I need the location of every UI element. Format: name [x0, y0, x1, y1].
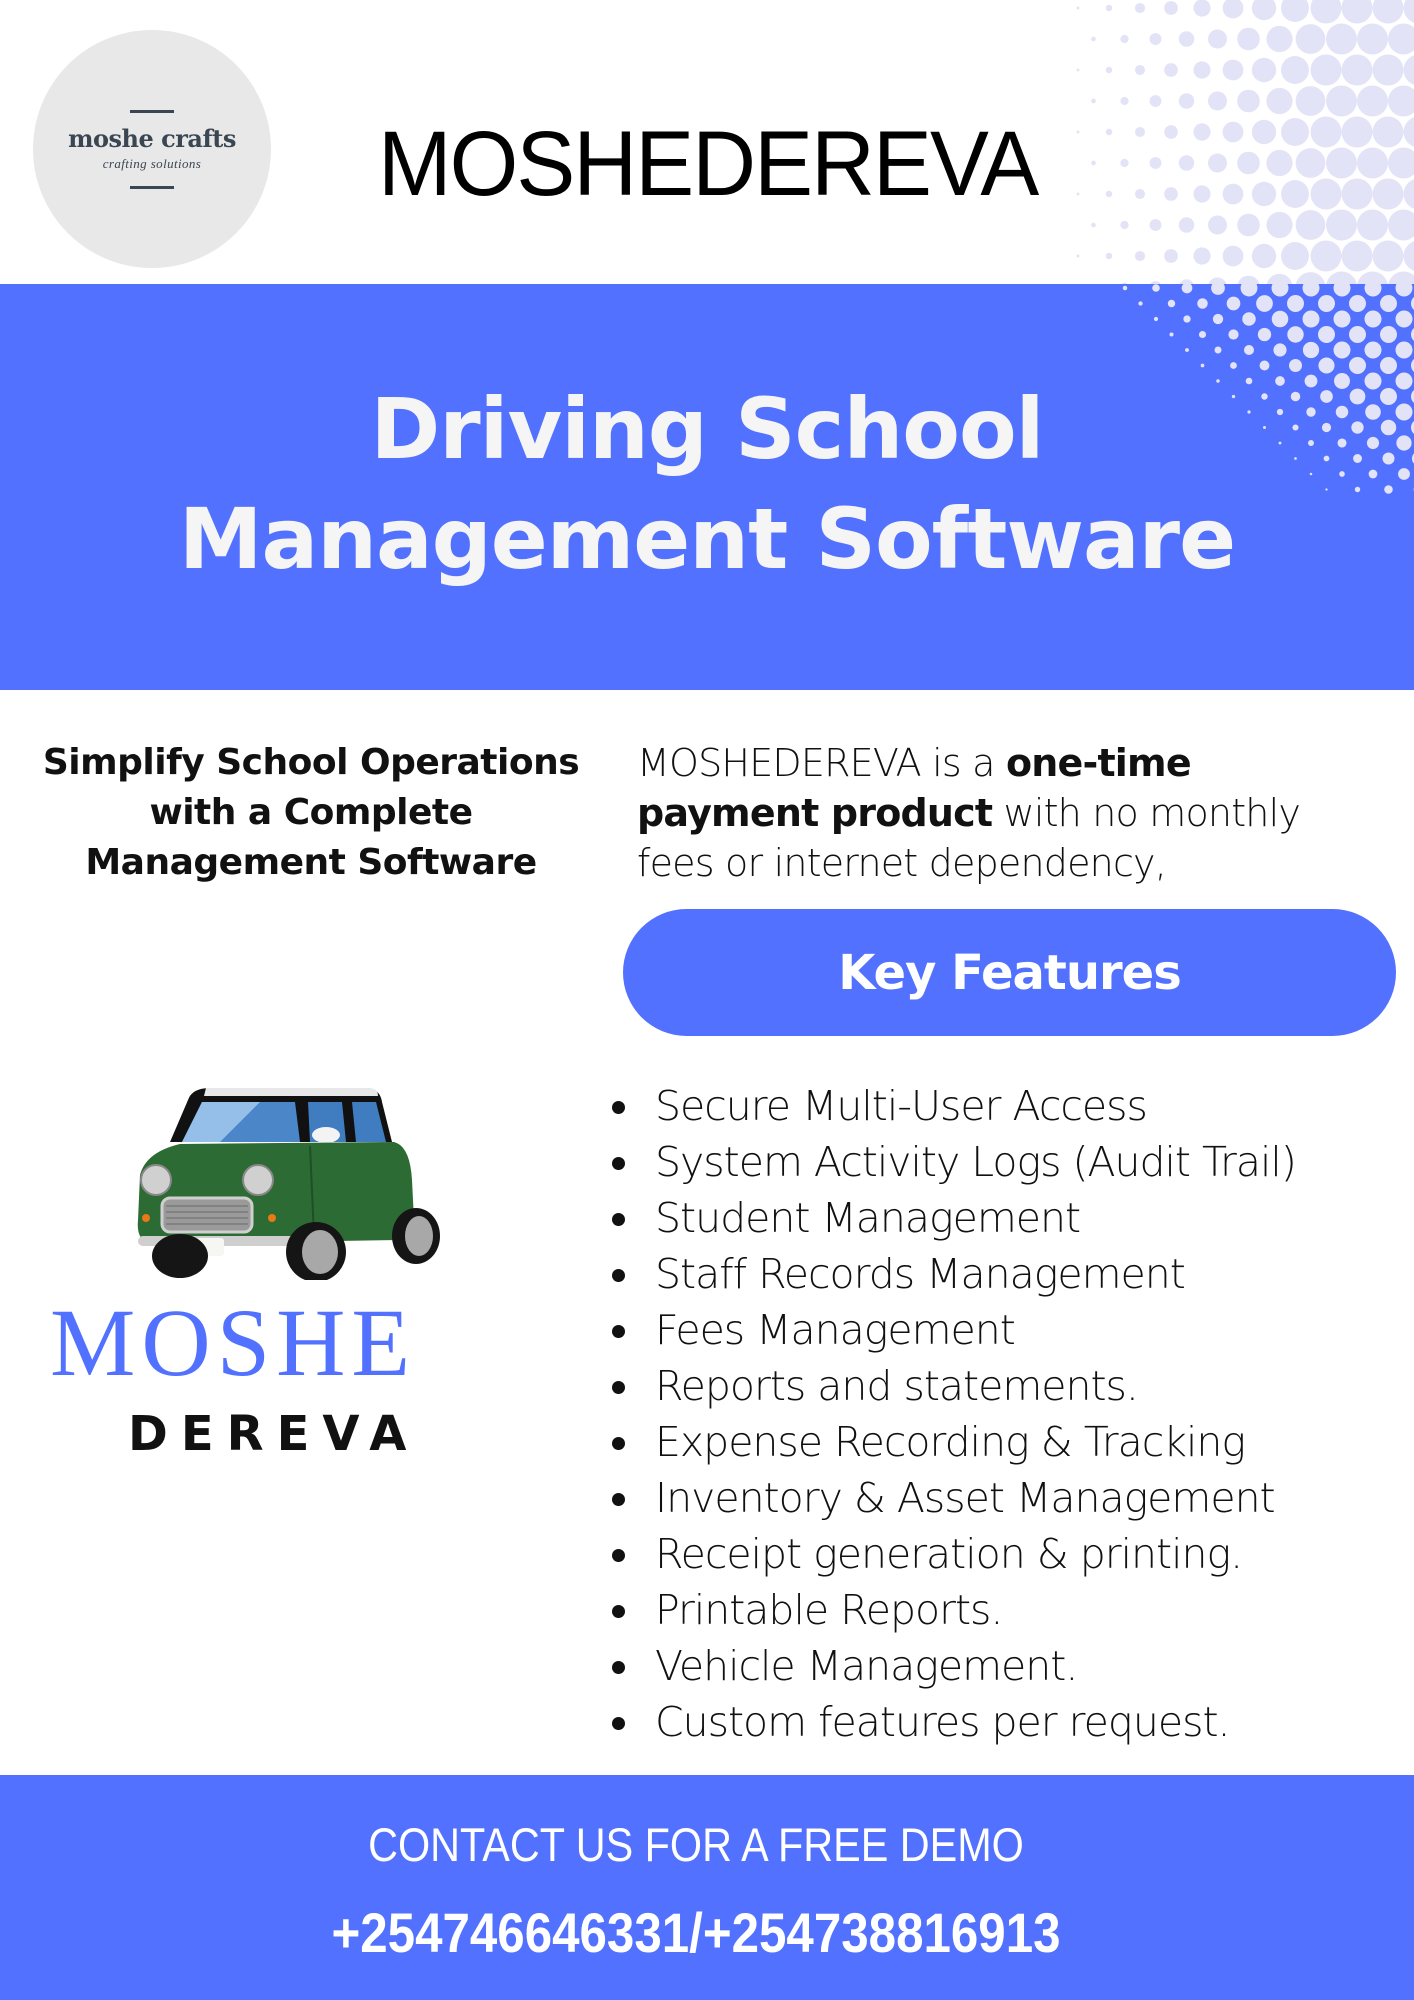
brand-logo-dereva: DEREVA	[128, 1406, 420, 1462]
bullet-icon	[612, 1325, 625, 1338]
page-title	[0, 374, 1414, 594]
phone-numbers[interactable]: +254746646331/+254738816913	[331, 1901, 1061, 1964]
features-list	[603, 1078, 1403, 1750]
list-item	[603, 1638, 1403, 1694]
logo-name: moshe crafts	[68, 123, 236, 153]
logo-rule-top	[130, 110, 174, 113]
bullet-icon	[612, 1157, 625, 1170]
brand-wordmark: MOSHEDEREVA	[378, 113, 1038, 215]
feature-label: Staff Records Management	[655, 1250, 1185, 1298]
bullet-icon	[612, 1269, 625, 1282]
list-item	[603, 1190, 1403, 1246]
tagline-line3: Management Software	[85, 842, 537, 883]
list-item	[603, 1582, 1403, 1638]
page-title-line2: Management Software	[178, 490, 1236, 588]
list-item	[603, 1526, 1403, 1582]
tagline	[30, 738, 592, 888]
list-item	[603, 1302, 1403, 1358]
list-item	[603, 1694, 1403, 1750]
hero-banner	[0, 284, 1414, 690]
product-intro	[637, 738, 1357, 888]
footer-contact	[0, 1775, 1414, 2000]
list-item	[603, 1246, 1403, 1302]
feature-label: System Activity Logs (Audit Trail)	[655, 1138, 1296, 1186]
bullet-icon	[612, 1493, 625, 1506]
list-item	[603, 1470, 1403, 1526]
feature-label: Vehicle Management.	[655, 1642, 1078, 1690]
bullet-icon	[612, 1661, 625, 1674]
bullet-icon	[612, 1605, 625, 1618]
page-title-line1: Driving School	[370, 380, 1044, 478]
header	[0, 0, 1414, 284]
demo-cta: CONTACT US FOR A FREE DEMO	[368, 1818, 1024, 1871]
bullet-icon	[612, 1381, 625, 1394]
list-item	[603, 1078, 1403, 1134]
bullet-icon	[612, 1717, 625, 1730]
brand-logo-moshe: MOSHE	[50, 1289, 417, 1396]
bullet-icon	[612, 1213, 625, 1226]
bullet-icon	[612, 1437, 625, 1450]
tagline-line2: with a Complete	[149, 792, 473, 833]
feature-label: Printable Reports.	[655, 1586, 1003, 1634]
list-item	[603, 1414, 1403, 1470]
list-item	[603, 1358, 1403, 1414]
tagline-line1: Simplify School Operations	[42, 742, 580, 783]
halftone-pattern-top	[1050, 0, 1414, 284]
list-item	[603, 1134, 1403, 1190]
feature-label: Secure Multi-User Access	[655, 1082, 1147, 1130]
bullet-icon	[612, 1101, 625, 1114]
green-mini-car-icon	[110, 1080, 440, 1280]
bullet-icon	[612, 1549, 625, 1562]
feature-label: Reports and statements.	[655, 1362, 1138, 1410]
feature-label: Expense Recording & Tracking	[655, 1418, 1245, 1466]
logo-rule-bottom	[130, 186, 174, 189]
feature-label: Fees Management	[655, 1306, 1015, 1354]
feature-label: Student Management	[655, 1194, 1081, 1242]
logo-tagline: crafting solutions	[102, 155, 202, 171]
intro-text-end: with no monthly fees or internet dependency,	[637, 791, 1301, 885]
moshe-crafts-logo	[33, 30, 271, 268]
key-features-heading: Key Features	[623, 909, 1396, 1036]
feature-label: Receipt generation & printing.	[655, 1530, 1243, 1578]
feature-label: Custom features per request.	[655, 1698, 1230, 1746]
intro-text-start: MOSHEDEREVA is a	[637, 741, 1006, 785]
feature-label: Inventory & Asset Management	[655, 1474, 1275, 1522]
intro-emphasis: one-time payment product	[637, 741, 1191, 835]
